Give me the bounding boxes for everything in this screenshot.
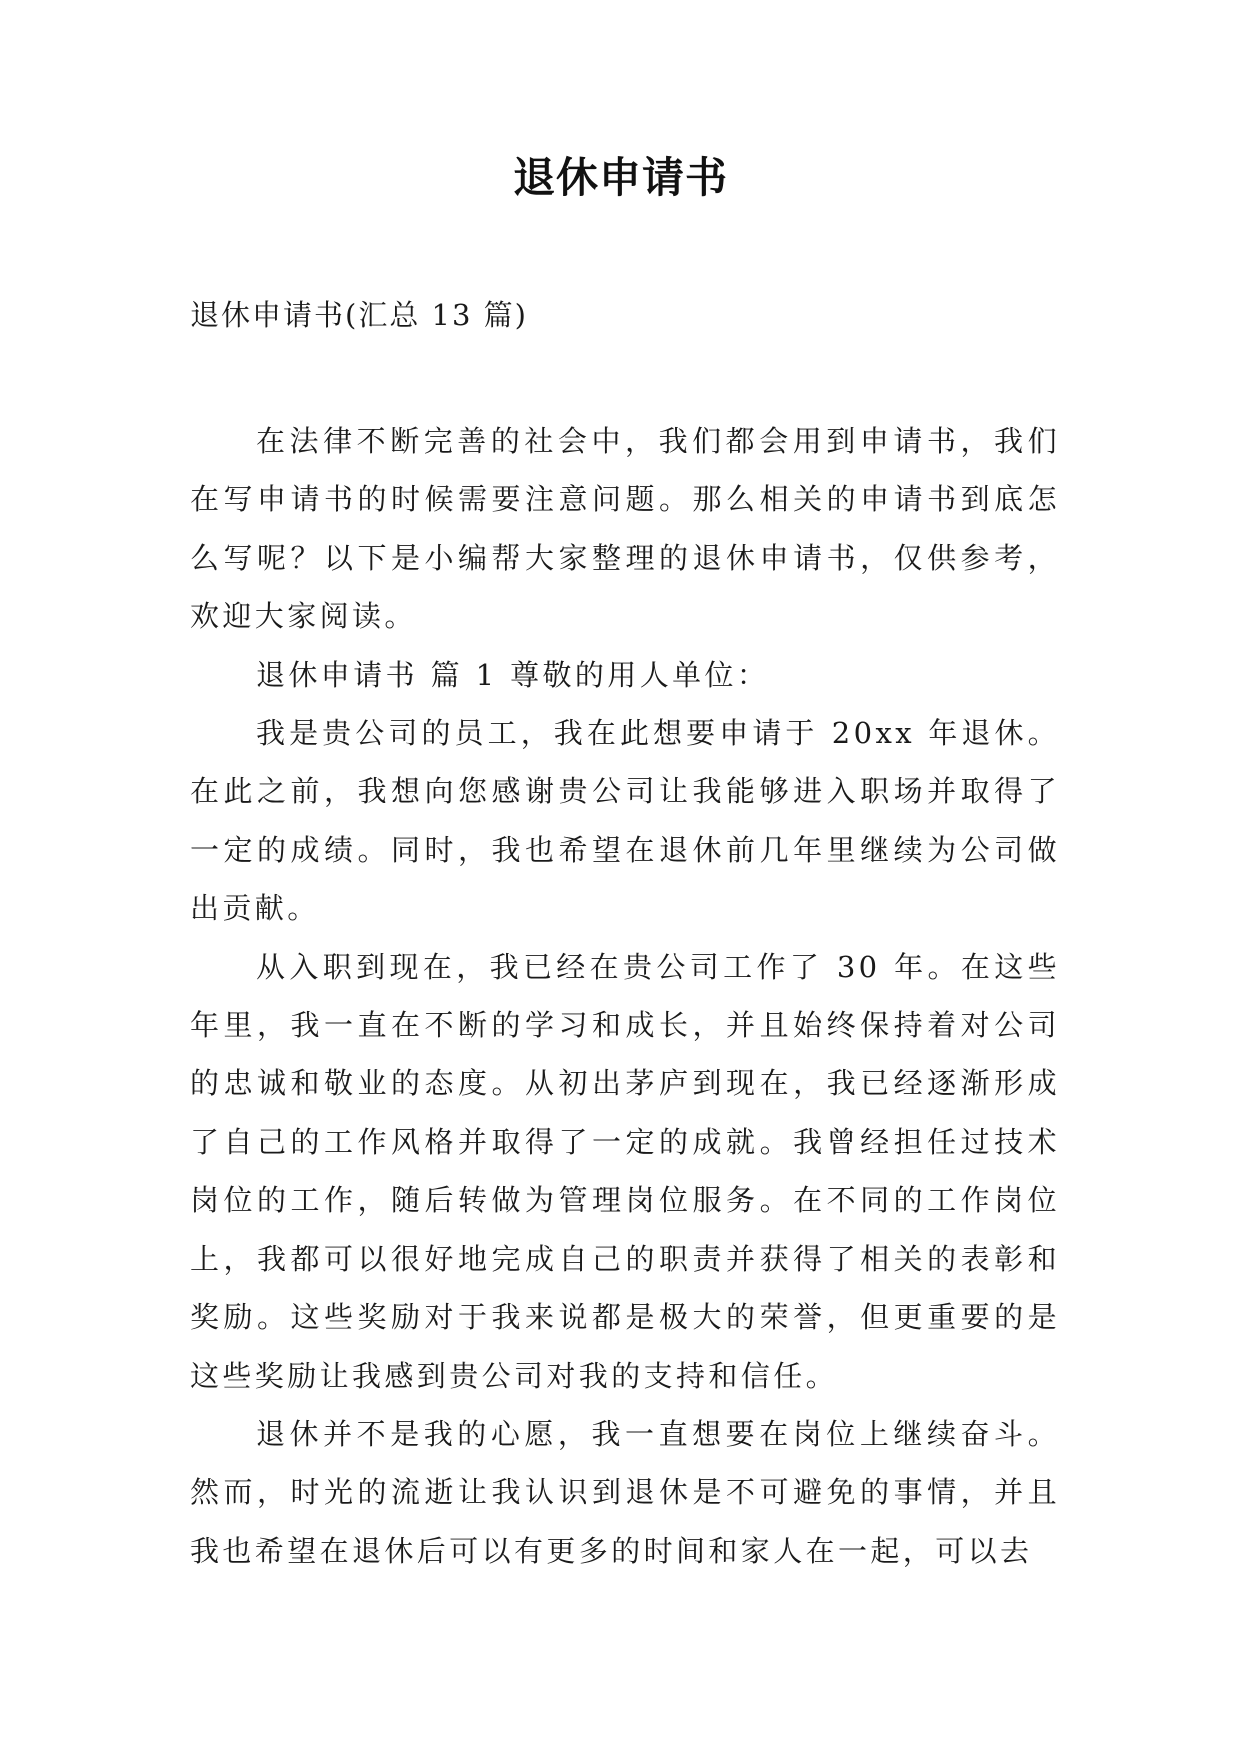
paragraph-retirement-reason: 退休并不是我的心愿，我一直想要在岗位上继续奋斗。然而，时光的流逝让我认识到退休是不可避免的事情，并且我也希望在退休后可以有更多的时间和家人在一起，可以去	[190, 1416, 1060, 1568]
document-title: 退休申请书	[512, 153, 728, 202]
document-subtitle: 退休申请书(汇总 13 篇)	[190, 298, 528, 332]
paragraph-intro: 在法律不断完善的社会中，我们都会用到申请书，我们在写申请书的时候需要注意问题。那么相关的申请书到底怎么写呢？以下是小编帮大家整理的退休申请书，仅供参考，欢迎大家阅读。	[190, 424, 1060, 634]
paragraph-letter-heading: 退休申请书 篇 1 尊敬的用人单位：	[256, 657, 770, 692]
paragraph-career-history: 从入职到现在，我已经在贵公司工作了 30 年。在这些年里，我一直在不断的学习和成长，并且始终保持着对公司的忠诚和敬业的态度。从初出茅庐到现在，我已经逐渐形成了自己的工作风格并取得了一定的成就。我曾经担任过技术岗位的工作，随后转做为管理岗位服务。在不同的工作岗位上，我都可以很好地完成自己的职责并获得了相关的表彰和奖励。这些奖励对于我来说都是极大的荣誉，但更重要的是这些奖励让我感到贵公司对我的支持和信任。	[190, 949, 1060, 1393]
document-body	[190, 286, 1060, 1580]
paragraph-retirement-request: 我是贵公司的员工，我在此想要申请于 20xx 年退休。在此之前，我想向您感谢贵公司让我能够进入职场并取得了一定的成绩。同时，我也希望在退休前几年里继续为公司做出贡献。	[190, 716, 1060, 926]
spacer	[190, 344, 1060, 412]
